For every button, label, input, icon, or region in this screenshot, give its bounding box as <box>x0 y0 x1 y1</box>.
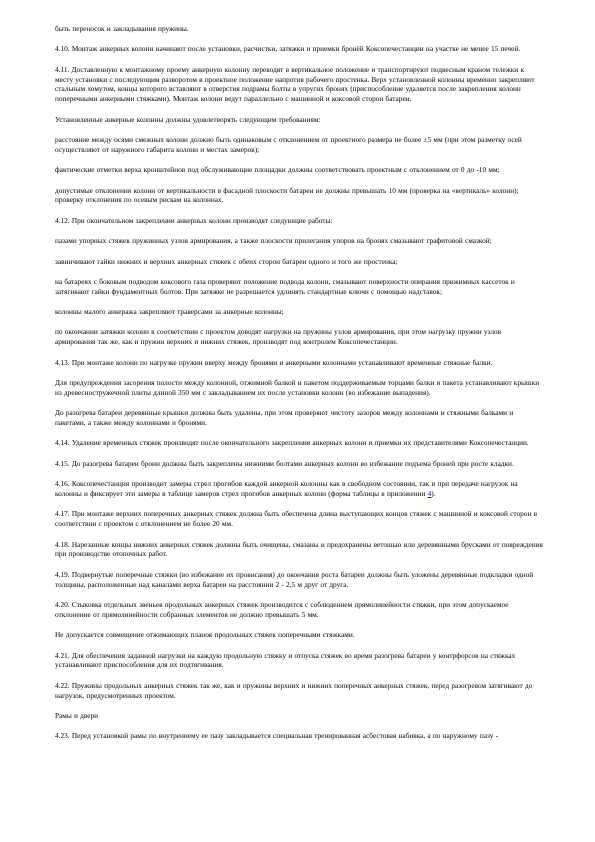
paragraph-4-17: 4.17. При монтаже верхних поперечных анкерных стяжек должна быть обеспечена длина выступающих концов стяжек с машинной и коксовой сторон в соответствии с проектом с отклонением не более 20 мм. <box>55 509 538 529</box>
section-heading-frames-doors: Рамы и двери <box>55 710 99 720</box>
paragraph-small-anchorage: колонны малого анкеража закрепляют траверсами за анкерные колонны; <box>55 307 284 317</box>
paragraph-4-21: 4.21. Для обеспечения заданной нагрузки на каждую продольную стяжку и отпуска стяжек во время разогрева батареи у контрфорсов на стяжках устанавливают приспособления для их подтягивания. <box>55 650 516 670</box>
paragraph-4-15: 4.15. До разогрева батареи брони должны быть закреплены нижними болтами анкерных колонн во избежание подъема броней при росте кладки. <box>55 458 514 468</box>
paragraph-covers: Для предупреждения засорения полости между колонной, отжимной балкой и пакетом поддерживаемым торцами балки и пакета устанавливают крышки из древесностружечной плиты длиной 350 мм с закладыванием их после установки колонн (во избежание выпадения). <box>55 378 540 397</box>
paragraph-side-gas-supply: на батареях с боковым подводом коксового газа проверяют положение подвода колонн, смазывают поверхности опирания прижимных кассеток и затягивают гайки фундаментных болтов. При затяжке не разрешается удлинять стандартные ключи с помощью надставок; <box>55 276 515 296</box>
paragraph-spring-loads: по окончании затяжки колонн в соответствии с проектом доводят нагрузки на пружины узлов армирования, при этом нагрузку пружин узлов армирования так же, как и пружин верхних и нижних стяжек, производят под контролем Коксопечестанции. <box>55 327 502 347</box>
paragraph-1: быть переносок и закладывания пружины. <box>55 24 189 33</box>
paragraph-vertical-deviation: допустимые отклонения колонн от вертикальности в фасадной плоскости батареи не должны превышать 10 мм (проверка на «вертикаль» колонн); проверку отклонения по осевым рискам на колоннах. <box>55 185 519 205</box>
annex-link[interactable]: 4 <box>427 489 432 498</box>
paragraph-bracket-marks: фактические отметки верха кронштейнов под обслуживающие площадки должны соответствовать проектным с отклонением от 0 до -10 мм; <box>55 165 500 175</box>
paragraph-nut-tightening: завинчивают гайки нижних и верхних анкерных стяжек с обеих сторон батареи одного и того же простенка; <box>55 256 398 266</box>
paragraph-4-13: 4.13. При монтаже колонн по нагрузке пружин вверху между бронями и анкерными колоннами устанавливают временные стяжные балки. <box>55 357 493 367</box>
paragraph-4-19: 4.19. Подвернутые поперечные стяжки (во избежание их провисания) до окончания роста батареи должны быть уложены деревянные подкладки одной толщины, расположенные над каналами верха батареи на расстоянии 2 - 2,5 м друг от друга. <box>55 569 534 589</box>
paragraph-axis-distance: расстояние между осями смежных колонн должно быть одинаковым с отклонением от проектного размера не более ±5 мм (при этом разметку осей осуществляют от наружного габарита колонн и местах замеров); <box>55 134 522 154</box>
paragraph-4-23: 4.23. Перед установкой рамы по внутреннему ее пазу закладывается специальная тренированная асбестовая набивка, а по наружному пазу - <box>55 731 499 741</box>
paragraph-4-20: 4.20. Стыковка отдельных звеньев продольных анкерных стяжек производится с соблюдением прямолинейности стяжки, при этом допускаемое отклонение от прямолинейности собранных элементов не должно превышать 5 мм. <box>55 599 509 619</box>
paragraph-covers-removal: До разогрева батареи деревянные крышки должны быть удалены, при этом проверяют чистоту зазоров между колоннами и стяжными балками и пакетами, а также между колоннами и бронями. <box>55 408 514 428</box>
paragraph-4-18: 4.18. Нарезанные концы нижних анкерных стяжек должны быть очищены, смазаны и предохранены ветошью или деревянными брусками от повреждения при производстве отопочных работ. <box>55 539 543 559</box>
paragraph-4-16-text: 4.16. Коксопечестанция производит замеры стрел прогибов каждой анкерной колонны как в свободном состоянии, так и при передаче нагрузок на колонны и фиксирует эти замеры в таблице замеров стрел прогибов анкерных колонн (форма таблицы в приложении <box>55 479 518 498</box>
paragraph-4-16 <box>55 479 543 499</box>
paragraph-4-22: 4.22. Пружины продольных анкерных стяжек так же, как и пружины верхних и нижних поперечных анкерных стяжек, перед разогревом затягивают до нагрузок, предусмотренных проектом. <box>55 680 533 700</box>
paragraph-requirements-intro: Установленные анкерные колонны должны удовлетворять следующим требованиям: <box>55 114 321 124</box>
document-page <box>55 24 543 752</box>
paragraph-no-overlap: Не допускается совмещение отжимающих планок продольных стяжек поперечными стяжками. <box>55 630 355 640</box>
paragraph-4-14: 4.14. Удаление временных стяжек производят после окончательного закрепления анкерных колонн и приемки их представителями Коксопечестанции. <box>55 438 529 448</box>
paragraph-4-11: 4.11. Доставленную к монтажному проему анкерную колонну переводят в вертикальное положение и транспортируют подвесным краном тележки к месту установки с последующим разворотом в проектное положение напротив рабочего простенка. Верх установленной колонны временно закрепляют стальным хомутом, концы которого вставляют в отверстия подрамы болты в упругих бронях (приспособление удаляется после закрепления колонн поперечными анкерными стяжками). Монтаж колонн ведут параллельно с машинной и коксовой сторон батареи. <box>55 64 535 104</box>
paragraph-4-16-tail: ). <box>431 489 436 498</box>
paragraph-graphite-lubricant: пазами упорных стяжек пружинных узлов армирования, а также плоскости прилегания упоров на бронях смазывают графитовой смазкой; <box>55 236 492 246</box>
paragraph-4-10: 4.10. Монтаж анкерных колонн начинают после установки, расчистки, затяжки и приемки бронёй Коксопечестанции на участке не менее 15 печей. <box>55 44 521 54</box>
paragraph-4-12: 4.12. При окончательном закреплении анкерных колонн производят следующие работы: <box>55 215 333 225</box>
